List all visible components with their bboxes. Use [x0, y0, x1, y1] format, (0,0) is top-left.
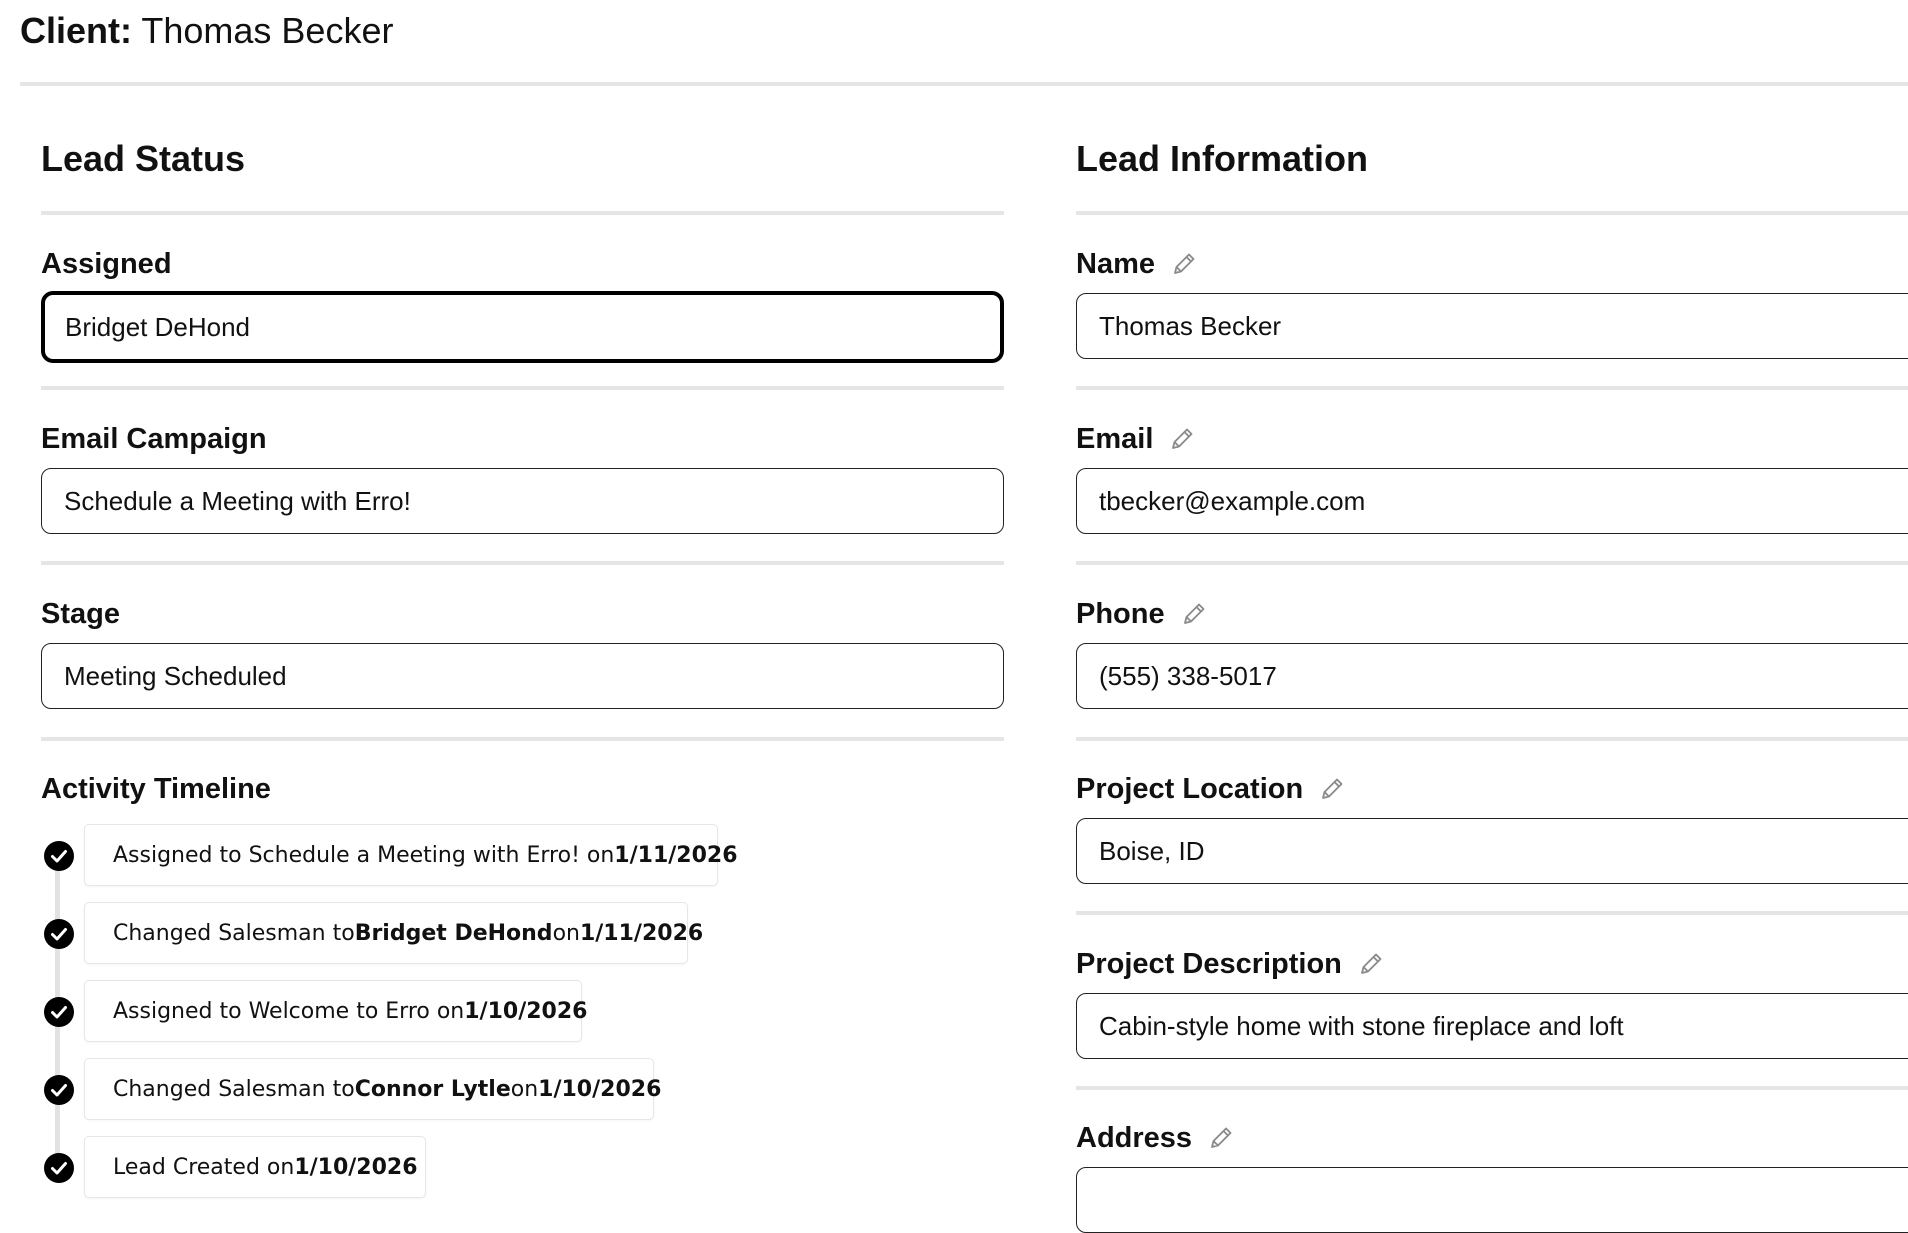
project-location-label: [1076, 771, 1347, 807]
timeline-text: Changed Salesman to: [113, 1076, 355, 1102]
header-divider: [20, 82, 1908, 86]
divider: [1076, 561, 1908, 565]
name-label-text: Name: [1076, 248, 1155, 280]
phone-label-text: Phone: [1076, 598, 1165, 630]
divider: [1076, 1086, 1908, 1090]
phone-label: [1076, 596, 1209, 632]
project-location-label-text: Project Location: [1076, 773, 1304, 805]
timeline-date: 1/11/2026: [614, 842, 738, 868]
timeline-card: [84, 1058, 662, 1120]
timeline-text: Changed Salesman to: [113, 920, 355, 946]
pencil-icon[interactable]: [1167, 424, 1197, 454]
client-name: Thomas Becker: [141, 10, 394, 51]
check-circle-icon: [44, 841, 74, 871]
lead-information-title: Lead Information: [1076, 138, 1369, 179]
lead-status-title: Lead Status: [41, 138, 246, 179]
name-label: [1076, 246, 1199, 282]
assigned-label: Assigned: [41, 248, 172, 280]
divider: [41, 737, 1004, 741]
timeline-text: on: [552, 920, 580, 946]
check-circle-icon: [44, 1153, 74, 1183]
timeline-card: [84, 1136, 426, 1198]
pencil-icon[interactable]: [1317, 774, 1347, 804]
timeline-salesman: Connor Lytle: [354, 1076, 511, 1102]
check-circle-icon: [44, 1075, 74, 1105]
email-field[interactable]: tbecker@example.com: [1076, 468, 1908, 534]
project-description-label: [1076, 946, 1386, 982]
pencil-icon[interactable]: [1356, 949, 1386, 979]
project-location-field[interactable]: Boise, ID: [1076, 818, 1908, 884]
check-circle-icon: [44, 997, 74, 1027]
divider: [1076, 911, 1908, 915]
timeline-text: Assigned to Welcome to Erro on: [113, 998, 465, 1024]
client-label: Client:: [20, 10, 132, 51]
name-field[interactable]: Thomas Becker: [1076, 293, 1908, 359]
email-label: [1076, 421, 1197, 457]
timeline-date: 1/10/2026: [294, 1154, 418, 1180]
phone-field[interactable]: (555) 338-5017: [1076, 643, 1908, 709]
project-description-field[interactable]: Cabin-style home with stone fireplace and loft: [1076, 993, 1908, 1059]
pencil-icon[interactable]: [1169, 249, 1199, 279]
divider: [41, 211, 1004, 215]
page-title: [20, 8, 393, 54]
assigned-select[interactable]: Bridget DeHond: [41, 291, 1004, 363]
stage-select[interactable]: Meeting Scheduled: [41, 643, 1004, 709]
divider: [41, 386, 1004, 390]
pencil-icon[interactable]: [1179, 599, 1209, 629]
timeline-text: Assigned to Schedule a Meeting with Erro! on: [113, 842, 615, 868]
timeline-date: 1/10/2026: [464, 998, 588, 1024]
timeline-card: [84, 824, 738, 886]
email-campaign-label: Email Campaign: [41, 423, 267, 455]
activity-timeline-label: Activity Timeline: [41, 773, 271, 805]
pencil-icon[interactable]: [1206, 1123, 1236, 1153]
timeline-date: 1/11/2026: [579, 920, 704, 946]
email-label-text: Email: [1076, 423, 1154, 455]
stage-label: Stage: [41, 598, 120, 630]
timeline-text: on: [510, 1076, 539, 1102]
timeline-salesman: Bridget DeHond: [354, 920, 553, 946]
email-campaign-select[interactable]: Schedule a Meeting with Erro!: [41, 468, 1004, 534]
divider: [1076, 386, 1908, 390]
divider: [1076, 211, 1908, 215]
divider: [41, 561, 1004, 565]
address-field[interactable]: [1076, 1167, 1908, 1233]
check-circle-icon: [44, 919, 74, 949]
timeline-card: [84, 902, 704, 964]
timeline-card: [84, 980, 588, 1042]
address-label-text: Address: [1076, 1122, 1193, 1154]
divider: [1076, 737, 1908, 741]
address-label: [1076, 1120, 1236, 1156]
timeline-date: 1/10/2026: [538, 1076, 662, 1102]
project-description-label-text: Project Description: [1076, 948, 1342, 980]
timeline-text: Lead Created on: [113, 1154, 295, 1180]
